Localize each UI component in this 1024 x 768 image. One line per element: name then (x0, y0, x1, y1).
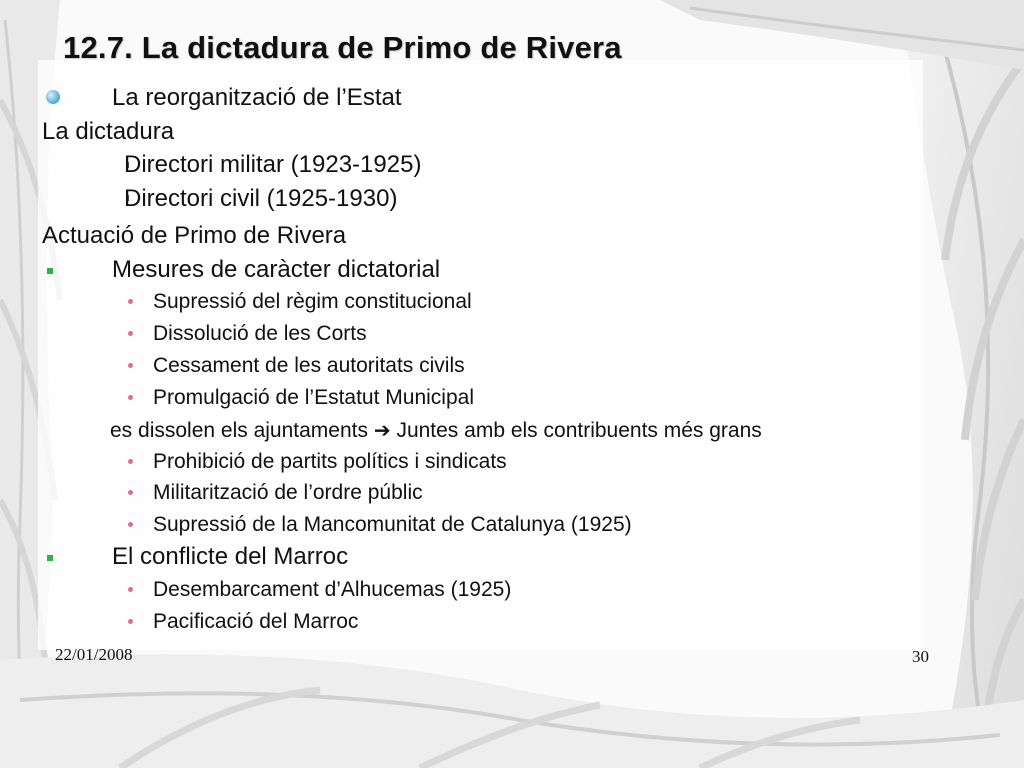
list-item: Pacificació del Marroc (153, 610, 359, 633)
list-item: Dissolució de les Corts (153, 322, 367, 345)
list-item: Desembarcament d’Alhucemas (1925) (153, 578, 512, 601)
square-bullet-icon (47, 555, 53, 561)
pink-bullet-icon (128, 490, 133, 495)
list-item: Promulgació de l’Estatut Municipal (153, 386, 474, 409)
pink-bullet-icon (128, 619, 133, 624)
arrow-right-icon: ➔ (373, 418, 391, 442)
slide-title: 12.7. La dictadura de Primo de Rivera (63, 30, 622, 65)
list-item: Cessament de les autoritats civils (153, 354, 465, 377)
list-item: Supressió del règim constitucional (153, 290, 472, 313)
dictadura-label: La dictadura (42, 118, 175, 145)
square-bullet-icon (47, 268, 53, 274)
mesures-label: Mesures de caràcter dictatorial (112, 256, 441, 283)
note-right: Juntes amb els contribuents més grans (396, 419, 762, 442)
list-item: Prohibició de partits polítics i sindicats (153, 450, 507, 473)
pink-bullet-icon (128, 395, 133, 400)
page-number: 30 (912, 647, 929, 666)
list-item: Supressió de la Mancomunitat de Catalunya (1925) (153, 513, 632, 536)
list-item: Militarització de l’ordre públic (153, 481, 423, 504)
pink-bullet-icon (128, 299, 133, 304)
municipal-note (110, 418, 762, 443)
pink-bullet-icon (128, 587, 133, 592)
bullet-dot-icon (46, 90, 60, 104)
actuacio-label: Actuació de Primo de Rivera (42, 222, 347, 249)
pink-bullet-icon (128, 331, 133, 336)
marroc-label: El conflicte del Marroc (112, 543, 349, 570)
pink-bullet-icon (128, 522, 133, 527)
directori-civil: Directori civil (1925-1930) (124, 185, 398, 212)
footer-date: 22/01/2008 (55, 645, 133, 664)
note-left: es dissolen els ajuntaments (110, 419, 368, 442)
heading-bullet: La reorganització de l’Estat (112, 84, 402, 111)
directori-militar: Directori militar (1923-1925) (124, 151, 422, 178)
pink-bullet-icon (128, 459, 133, 464)
pink-bullet-icon (128, 363, 133, 368)
